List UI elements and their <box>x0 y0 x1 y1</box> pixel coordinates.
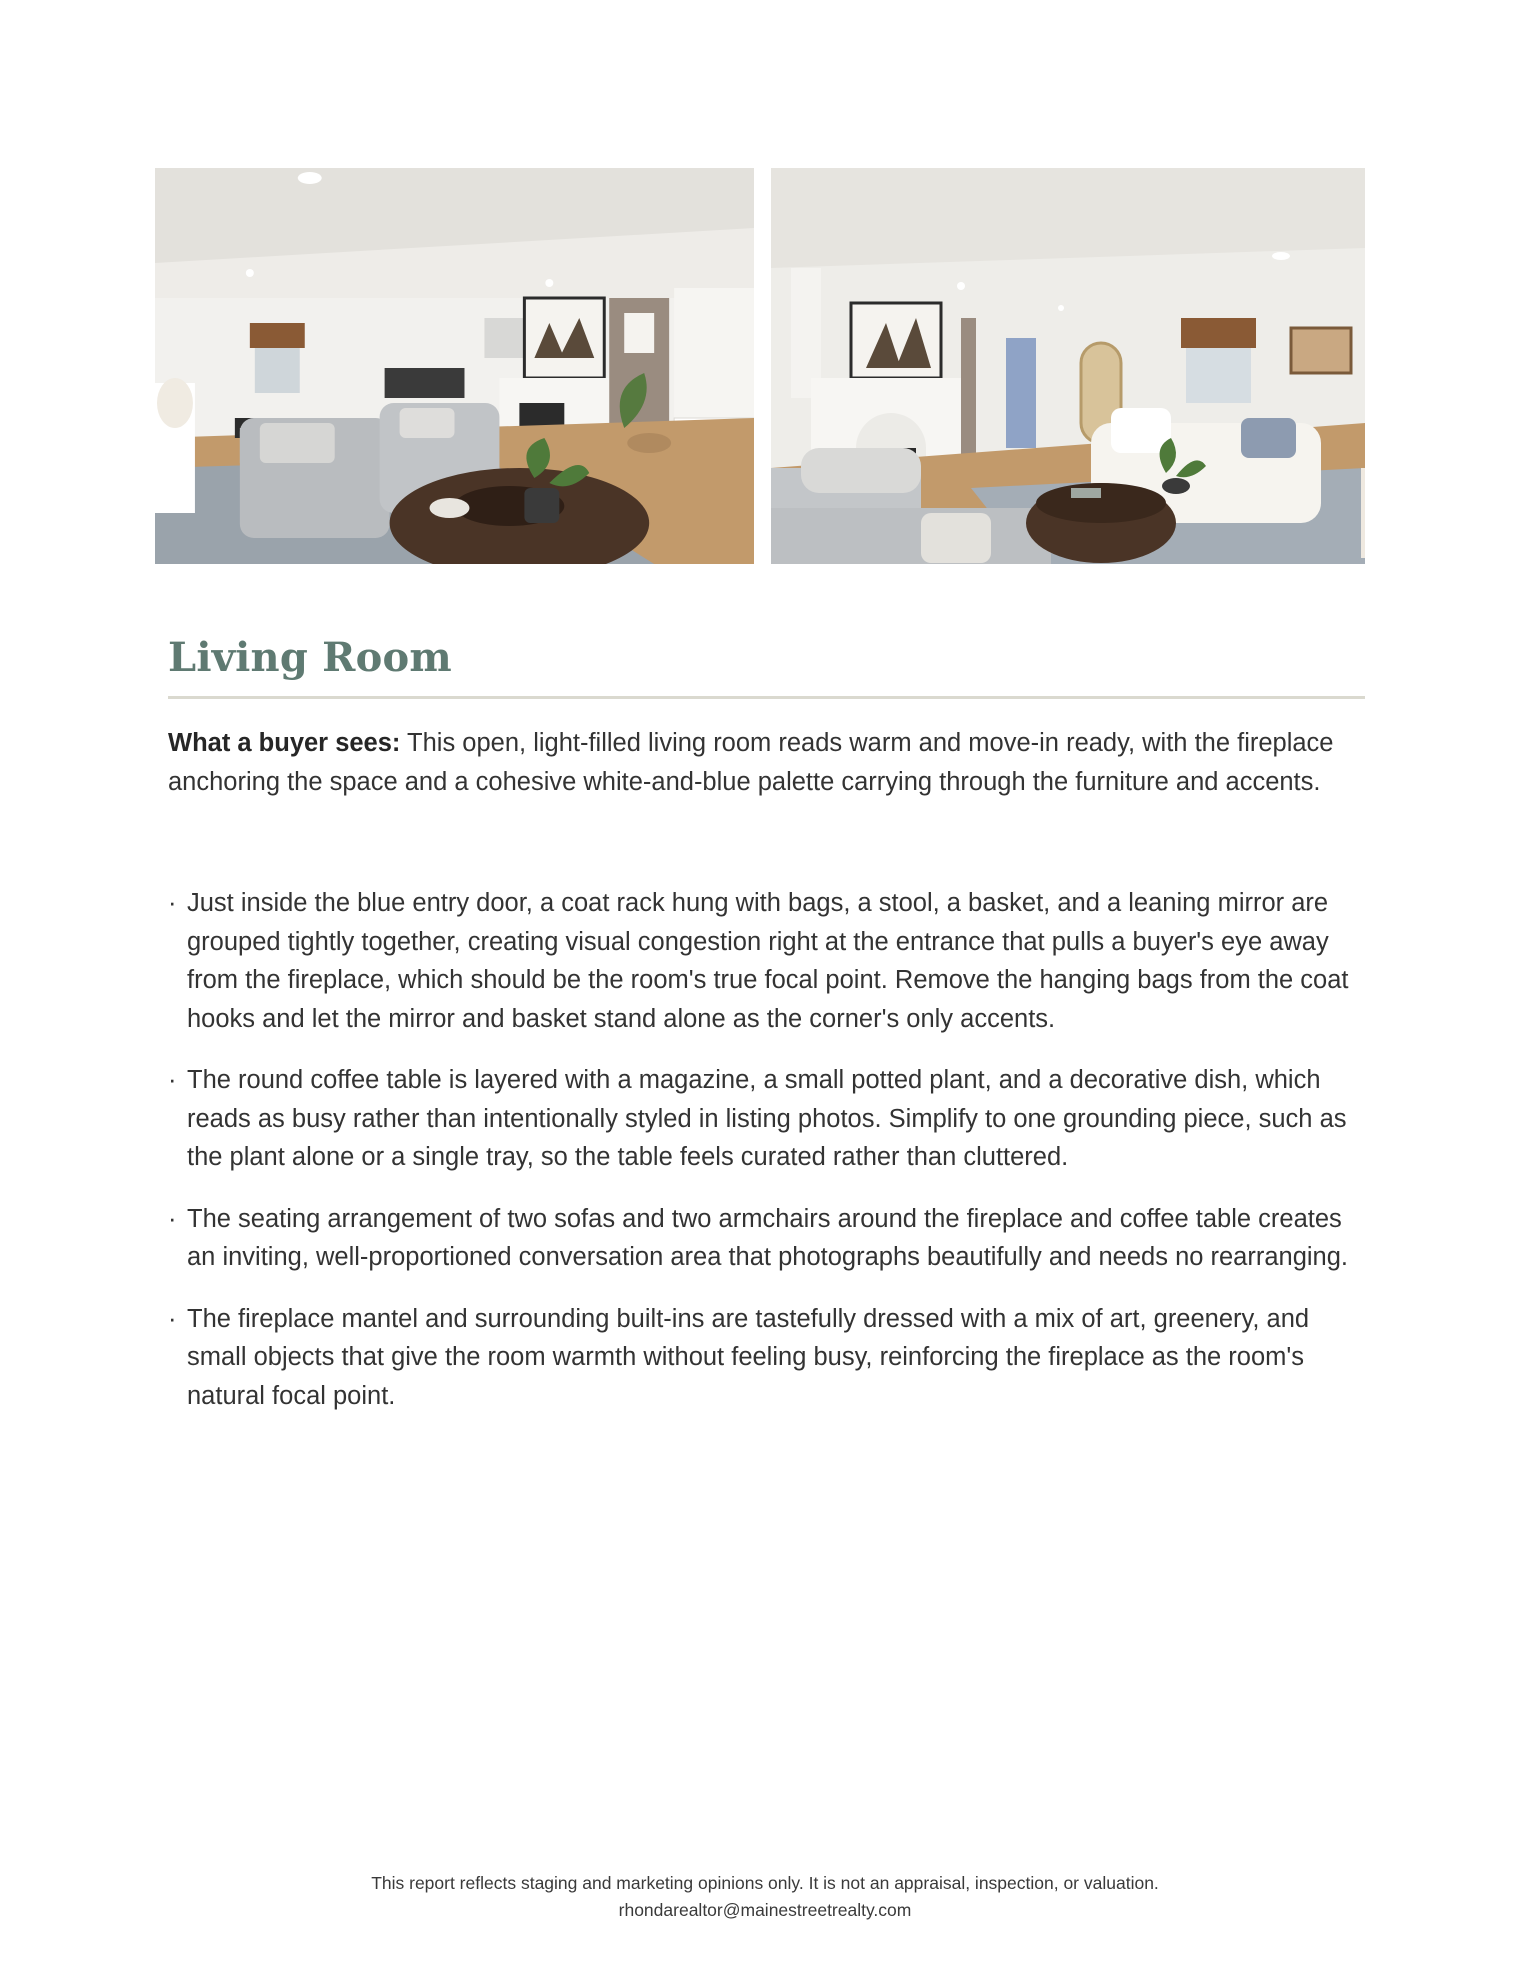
recommendation-item <box>168 1061 1368 1177</box>
bullet-marker: · <box>168 1066 177 1094</box>
living-room-photo-right <box>771 168 1365 564</box>
bullet-marker: · <box>168 1204 177 1233</box>
recommendation-item <box>168 1200 1368 1277</box>
footer-email-link[interactable]: rhondarealtor@mainestreetrealty.com <box>618 1900 912 1920</box>
section-title: Living Room <box>168 634 452 681</box>
bullet-marker: · <box>168 1304 177 1333</box>
living-room-photo-entry-icon <box>771 168 1365 564</box>
intro-text: This open, light-filled living room reads warm and move-in ready, with the fireplace anchoring the space and a cohesive white-and-blue palette carrying through the furniture and accents. <box>168 729 1334 796</box>
intro-label: What a buyer sees: <box>168 729 401 757</box>
recommendation-item <box>168 884 1368 1038</box>
recommendation-item <box>168 1300 1368 1416</box>
recommendation-text: Just inside the blue entry door, a coat rack hung with bags, a stool, a basket, and a leaning mirror are grouped tightly together, creating visual congestion right at the entrance that pulls a buyer's eye away from the fireplace, which should be the room's true focal point. Remove the hanging bags from the coat hooks and let the mirror and basket stand alone as the corner's only accents. <box>187 889 1349 1033</box>
living-room-photo-left <box>155 168 754 564</box>
recommendation-text: The fireplace mantel and surrounding built-ins are tastefully dressed with a mix of art, greenery, and small objects that give the room warmth without feeling busy, reinforcing the fireplace as the room's natural focal point. <box>187 1304 1310 1410</box>
title-divider <box>168 696 1365 699</box>
living-room-photo-fireplace-icon <box>155 168 754 564</box>
intro-paragraph <box>168 724 1368 802</box>
recommendation-text: The round coffee table is layered with a magazine, a small potted plant, and a decorative dish, which reads as busy rather than intentionally styled in listing photos. Simplify to one grounding piece, such as the plant alone or a single tray, so the table feels curated rather than cluttered. <box>187 1066 1347 1171</box>
bullet-marker: · <box>168 889 177 917</box>
footer-disclaimer: This report reflects staging and marketing opinions only. It is not an appraisal, inspection, or valuation. <box>371 1873 1159 1893</box>
recommendation-list <box>168 884 1368 1438</box>
photo-gallery <box>155 168 1365 564</box>
recommendation-text: The seating arrangement of two sofas and two armchairs around the fireplace and coffee table creates an inviting, well-proportioned conversation area that photographs beautifully and needs no rearranging. <box>187 1204 1349 1271</box>
